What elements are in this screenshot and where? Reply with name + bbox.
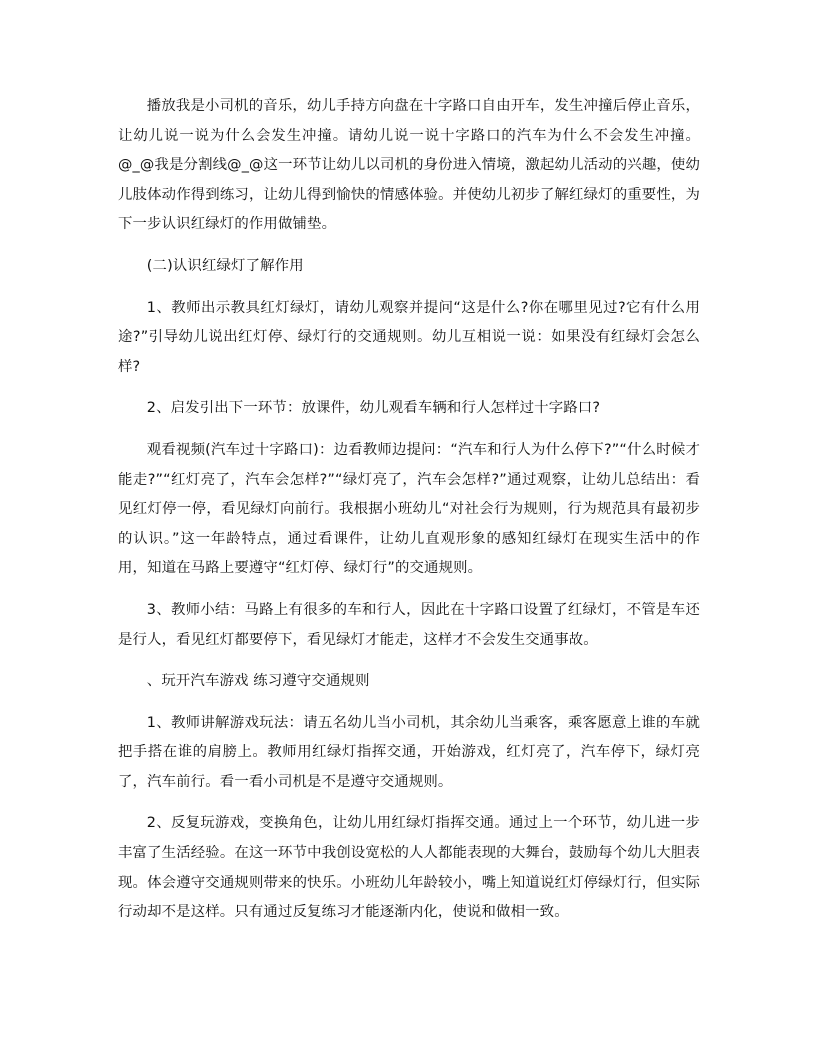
paragraph-game-rules: 1、教师讲解游戏玩法：请五名幼儿当小司机，其余幼儿当乘客，乘客愿意上谁的车就把手搭在谁的肩膀上。教师用红绿灯指挥交通，开始游戏，红灯亮了，汽车停下，绿灯亮了，汽车前行。看一看小司机是不是遵守交通规则。 (118, 714, 700, 790)
paragraph-watch-video: 观看视频(汽车过十字路口)：边看教师边提问：“汽车和行人为什么停下?”“什么时候才能走?”“红灯亮了，汽车会怎样?”“绿灯亮了，汽车会怎样?”通过观察，让幼儿总结出：看见红灯停一停，看见绿灯向前行。我根据小班幼儿“对社会行为规则，行为规范具有最初步的认识。”这一年龄特点，通过看课件，让幼儿直观形象的感知红绿灯在现实生活中的作用，知道在马路上要遵守“红灯停、绿灯行”的交通规则。 (118, 441, 700, 577)
section-heading-understand-traffic-lights: (二)认识红绿灯了解作用 (146, 257, 304, 274)
section-heading-car-game: 、玩开汽车游戏 练习遵守交通规则 (146, 673, 370, 690)
paragraph-step-3-summary: 3、教师小结：马路上有很多的车和行人，因此在十字路口设置了红绿灯，不管是车还是行人，看见红灯都要停下，看见绿灯才能走，这样才不会发生交通事故。 (118, 601, 700, 648)
paragraph-intro-activity: 播放我是小司机的音乐，幼儿手持方向盘在十字路口自由开车，发生冲撞后停止音乐，让幼儿说一说为什么会发生冲撞。请幼儿说一说十字路口的汽车为什么不会发生冲撞。@_@我是分割线@_@这一环节让幼儿以司机的身份进入情境，激起幼儿活动的兴趣，使幼儿肢体动作得到练习，让幼儿得到愉快的情感体验。并使幼儿初步了解红绿灯的重要性，为下一步认识红绿灯的作用做铺垫。 (118, 98, 700, 233)
document-page (118, 92, 700, 928)
paragraph-step-1-show-lights: 1、教师出示教具红灯绿灯，请幼儿观察并提问“这是什么?你在哪里见过?它有什么用途?”引导幼儿说出红灯停、绿灯行的交通规则。幼儿互相说一说：如果没有红绿灯会怎么样? (118, 299, 700, 375)
paragraph-step-2-courseware: 2、启发引出下一环节：放课件，幼儿观看车辆和行人怎样过十字路口? (146, 400, 601, 417)
paragraph-repeat-game: 2、反复玩游戏，变换角色，让幼儿用红绿灯指挥交通。通过上一个环节，幼儿进一步丰富了生活经验。在这一环节中我创设宽松的人人都能表现的大舞台，鼓励每个幼儿大胆表现。体会遵守交通规则带来的快乐。小班幼儿年龄较小，嘴上知道说红灯停绿灯行，但实际行动却不是这样。只有通过反复练习才能逐渐内化，使说和做相一致。 (118, 815, 700, 921)
